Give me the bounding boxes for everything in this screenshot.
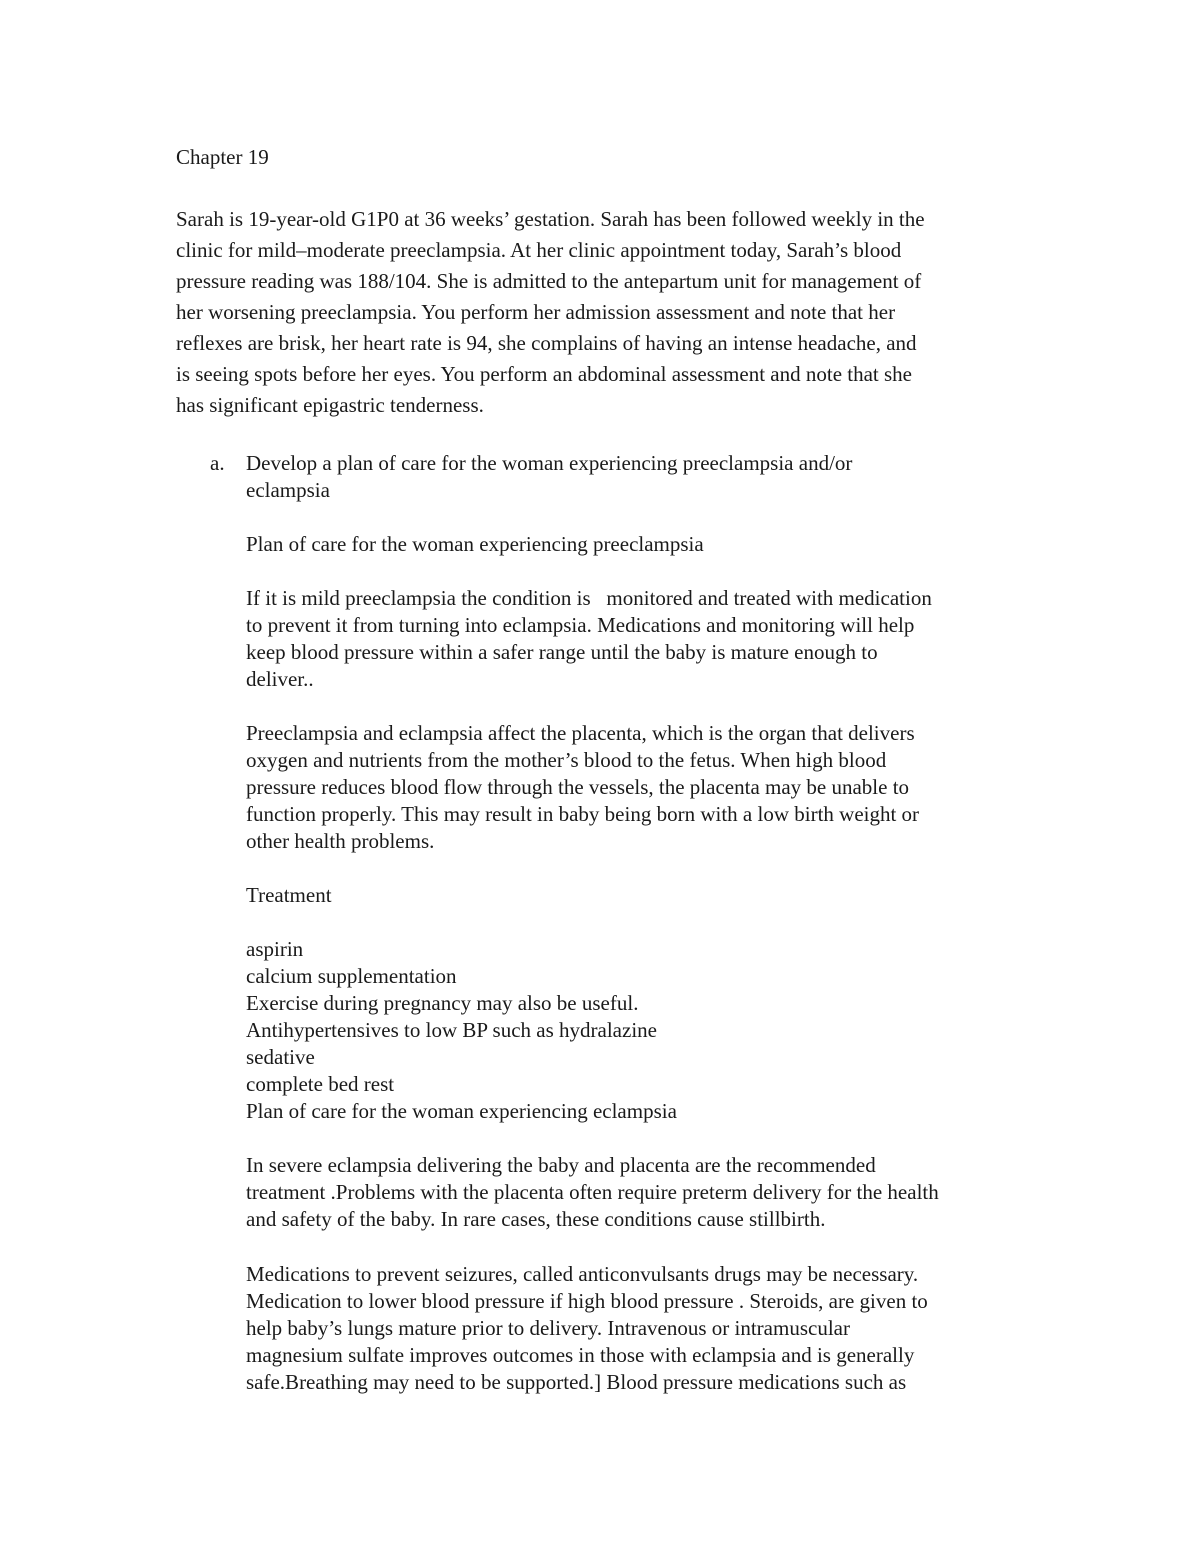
treatment-item: complete bed rest	[246, 1072, 395, 1096]
treatment-heading: Treatment	[246, 883, 332, 907]
chapter-title: Chapter 19	[176, 145, 269, 169]
mild-paragraph-line: keep blood pressure within a safer range until the baby is mature enough to	[246, 640, 878, 664]
question-line: eclampsia	[246, 478, 330, 502]
treatment-item: calcium supplementation	[246, 964, 457, 988]
treatment-item: aspirin	[246, 937, 304, 961]
case-paragraph-line: her worsening preeclampsia. You perform her admission assessment and note that her	[176, 300, 896, 324]
placenta-paragraph-line: function properly. This may result in baby being born with a low birth weight or	[246, 802, 920, 826]
medications-paragraph-line: safe.Breathing may need to be supported.] Blood pressure medications such as	[246, 1370, 907, 1394]
treatment-item: Antihypertensives to low BP such as hydralazine	[246, 1018, 657, 1042]
treatment-item: Exercise during pregnancy may also be useful.	[246, 991, 639, 1015]
placenta-paragraph-line: pressure reduces blood flow through the vessels, the placenta may be unable to	[246, 775, 910, 799]
mild-paragraph-line: deliver..	[246, 667, 314, 691]
medications-paragraph-line: Medications to prevent seizures, called anticonvulsants drugs may be necessary.	[246, 1262, 919, 1286]
medications-paragraph-line: help baby’s lungs mature prior to delivery. Intravenous or intramuscular	[246, 1316, 850, 1340]
case-paragraph-line: has significant epigastric tenderness.	[176, 393, 484, 417]
case-paragraph-line: Sarah is 19-year-old G1P0 at 36 weeks’ gestation. Sarah has been followed weekly in the	[176, 207, 925, 231]
mild-paragraph-line: to prevent it from turning into eclampsia. Medications and monitoring will help	[246, 613, 915, 637]
placenta-paragraph-line: oxygen and nutrients from the mother’s blood to the fetus. When high blood	[246, 748, 887, 772]
placenta-paragraph-line: Preeclampsia and eclampsia affect the placenta, which is the organ that delivers	[246, 721, 915, 745]
severe-paragraph-line: and safety of the baby. In rare cases, these conditions cause stillbirth.	[246, 1207, 826, 1231]
severe-paragraph-line: In severe eclampsia delivering the baby and placenta are the recommended	[246, 1153, 876, 1177]
list-item-marker: a.	[210, 451, 225, 475]
placenta-paragraph-line: other health problems.	[246, 829, 435, 853]
mild-paragraph-line: If it is mild preeclampsia the condition is monitored and treated with medication	[246, 586, 932, 610]
question-line: Develop a plan of care for the woman experiencing preeclampsia and/or	[246, 451, 853, 475]
medications-paragraph-line: Medication to lower blood pressure if high blood pressure . Steroids, are given to	[246, 1289, 928, 1313]
medications-paragraph-line: magnesium sulfate improves outcomes in those with eclampsia and is generally	[246, 1343, 915, 1367]
eclampsia-heading: Plan of care for the woman experiencing eclampsia	[246, 1099, 677, 1123]
case-paragraph-line: is seeing spots before her eyes. You perform an abdominal assessment and note that she	[176, 362, 913, 386]
case-paragraph-line: pressure reading was 188/104. She is admitted to the antepartum unit for management of	[176, 269, 922, 293]
case-paragraph-line: reflexes are brisk, her heart rate is 94, she complains of having an intense headache, and	[176, 331, 917, 355]
case-paragraph-line: clinic for mild–moderate preeclampsia. At her clinic appointment today, Sarah’s blood	[176, 238, 902, 262]
preeclampsia-heading: Plan of care for the woman experiencing preeclampsia	[246, 532, 704, 556]
severe-paragraph-line: treatment .Problems with the placenta often require preterm delivery for the health	[246, 1180, 939, 1204]
treatment-item: sedative	[246, 1045, 315, 1069]
